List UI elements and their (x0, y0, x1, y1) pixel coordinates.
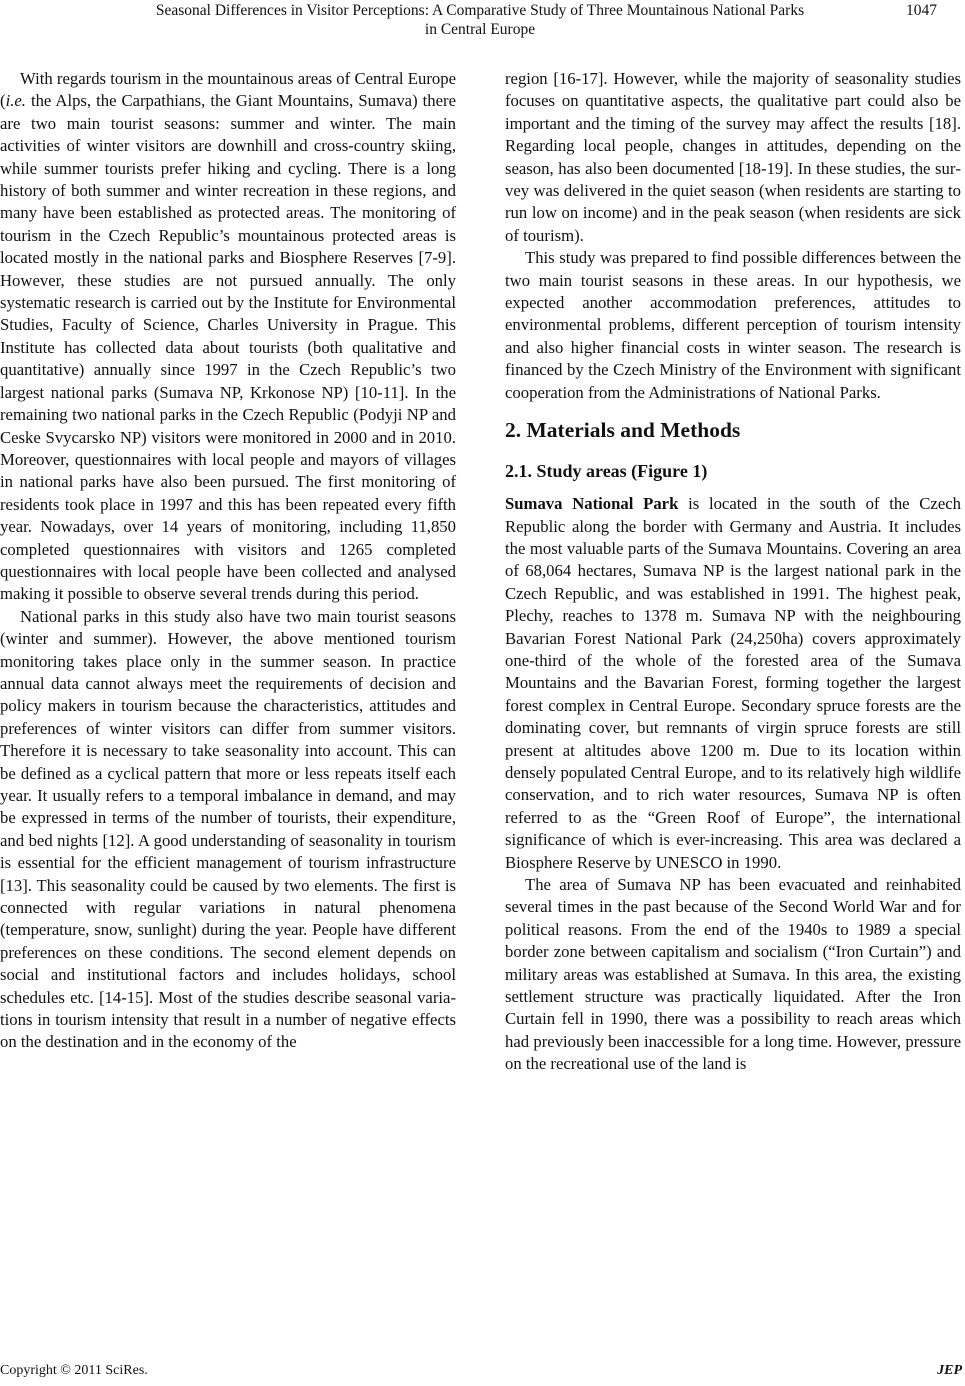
paragraph-text: is located in the south of the Czech Republic along the border with Germany and Austria. It includes the most valuable parts of the Sumava Mountains. Covering an area of 68,064 hectares, Sumava NP is the largest national park in the Czech Republic, and was established in 1991. The highest peak, Plechy, reaches to 1378 m. Sumava NP with the neighbouring Bavarian Forest National Park (24,250ha) covers approximately one-third of the whole of the forested area of the Sumava Mountains and the Bavarian Forest, forming together the largest forest complex in Central Europe. Secondary spruce forests are the dominating cover, but remnants of virgin spruce forests are still present at altitudes above 1200 m. Due to its location within densely populated Central Europe, and to its relatively high wildlife conservation, and to rich water resources, Sumava NP is often referred to as the “Green Roof of Europe”, the international significance of which is ever-increasing. This area was declared a Biosphere Reserve by UNESCO in 1990. (505, 494, 961, 872)
paragraph: region [16-17]. However, while the majority of seasonality studies focuses on quantitative aspects, the qualitative part could also be important and the timing of the survey may affect the results [18]. Regarding local people, changes in attitudes, depending on the season, has also been documented [18-19]. In these studies, the survey was delivered in the quiet season (when residents are starting to run low on income) and in the peak season (when residents are sick of tourism). (505, 69, 961, 245)
paragraph: National parks in this study also have two main tourist seasons (winter and summer). However, the above mentioned tourism monitoring takes place only in the summer season. In practice annual data cannot always meet the requirements of decision and policy makers in tourism because the characteristics, attitudes and preferences of winter visitors can differ from summer visitors. Therefore it is necessary to take seasonality into account. This can be defined as a cyclical pattern that more or less repeats itself each year. It usually refers to a temporal imbalance in demand, and may be expressed in terms of the number of tourists, their expenditure, and bed nights [12]. A good understanding of seasonality in tourism is essential for the efficient management of tourism infrastructure [13]. This seasonality could be caused by two elements. The first is connected with regular variations in natural phenomena (temperature, snow, sunlight) during the year. People have different preferences on these conditions. The second element depends on social and institutional factors and includes holidays, school schedules etc. [14-15]. Most of the studies describe seasonal variations in tourism intensity that result in a number of negative effects on the destination and in the economy of the (0, 606, 456, 1052)
running-title (70, 1, 890, 39)
running-title-line2: in Central Europe (424, 21, 536, 38)
subsection-heading: 2.1. Study areas (Figure 1) (505, 461, 708, 482)
paragraph: This study was prepared to find possible differences between the two main tourist seasons in these areas. In our hypothesis, we expected another accommodation preferences, attitudes to environmental problems, different perception of tourism intensity and also higher financial costs in winter season. The research is financed by the Czech Ministry of the Environment with significant cooperation from the Administrations of National Parks. (505, 248, 961, 402)
running-title-line1: Seasonal Differences in Visitor Perceptions: A Comparative Study of Three Mountainous National Parks (155, 2, 805, 19)
paragraph: With regards tourism in the mountainous areas of Central Europe (i.e. the Alps, the Carpathians, the Giant Mountains, Sumava) there are two main tourist seasons: summer and winter. The main activities of winter visitors are downhill and cross-country skiing, while summer tourists prefer hiking and cycling. There is a long history of both summer and winter recreation in these regions, and many have been established as protected areas. The monitoring of tourism in the Czech Republic’s mountainous protected areas is located mostly in the national parks and Biosphere Reserves [7-9]. However, these studies are not pursued annually. The only systematic research is carried out by the Institute for Environmental Studies, Faculty of Science, Charles University in Prague. This Institute has collected data about tourists (both qualitative and quantitative) annually since 1997 in the Czech Republic’s two largest national parks (Sumava NP, Krkonose NP) [10-11]. In the remaining two national parks in the Czech Republic (Podyji NP and Ceske Svycarsko NP) visitors were monitored in 2000 and in 2010. Moreover, questionnaires with local people and mayors of villages in national parks have also been pursued. The first monitoring of residents took place in 1997 and this has been repeated every fifth year. Nowadays, over 14 years of monitoring, including 11,850 completed questionnaires with visitors and 1265 completed questionnaires with local people have been collected and analysed making it possible to observe several trends during this period. (0, 69, 456, 604)
paragraph: The area of Sumava NP has been evacuated and reinhabited several times in the past because of the Second World War and for political reasons. From the end of the 1940s to 1989 a special border zone between capitalism and socialism (“Iron Curtain”) and military areas was established at Sumava. In this area, the existing settlement structure was practically liquidated. After the Iron Curtain fell in 1990, there was a possibility to reach areas which had previously been inaccessible for a long time. However, pressure on the recreational use of the land is (505, 875, 961, 1074)
paragraph (505, 493, 961, 874)
right-column (505, 68, 961, 1076)
page-footer (0, 1362, 965, 1384)
running-header (0, 0, 965, 44)
journal-abbreviation: JEP (937, 1363, 962, 1378)
left-column (0, 68, 456, 1054)
park-name: Sumava National Park (505, 494, 679, 514)
latin-abbreviation: i.e. (5, 91, 26, 111)
page-number: 1047 (906, 2, 937, 19)
copyright-notice: Copyright © 2011 SciRes. (0, 1363, 148, 1378)
section-heading: 2. Materials and Methods (505, 418, 741, 443)
